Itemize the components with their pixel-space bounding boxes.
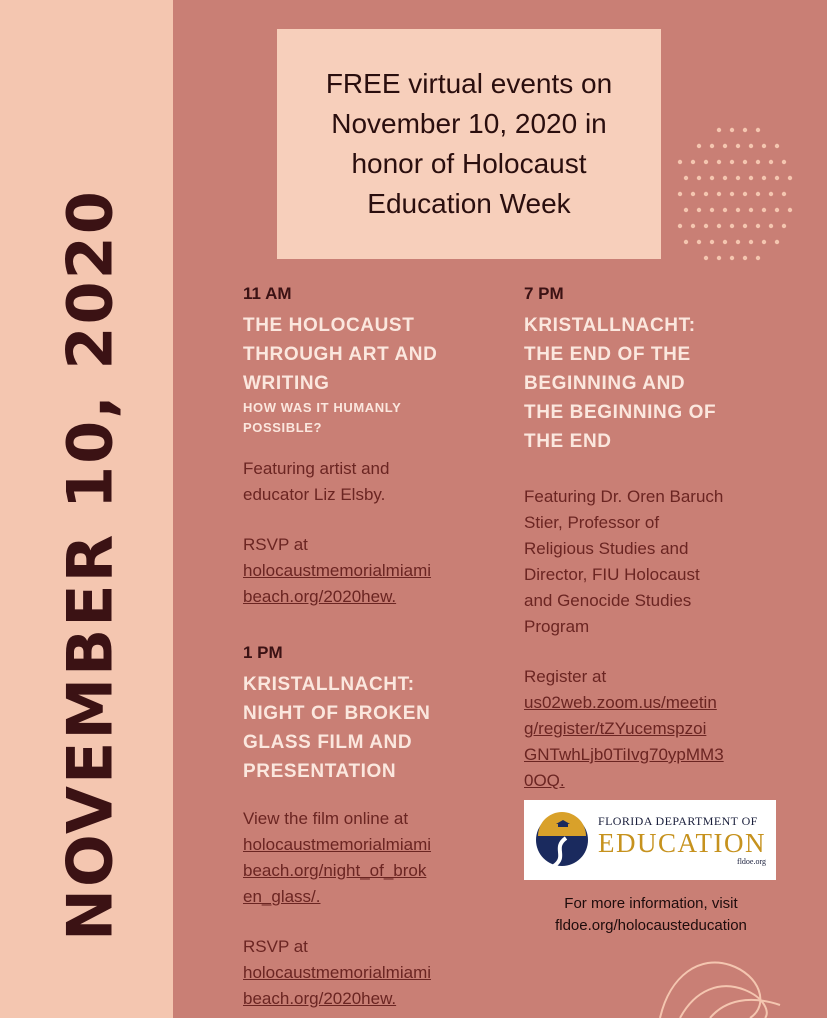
dot	[697, 240, 701, 244]
dot	[697, 176, 701, 180]
dot	[717, 256, 721, 260]
dot	[775, 144, 779, 148]
register-link[interactable]: 0OQ.	[524, 771, 565, 790]
event-title: KRISTALLNACHT: THE END OF THE BEGINNING AND THE BEGINNING OF THE END	[524, 315, 717, 452]
register-link[interactable]: g/register/tZYucemspzoi	[524, 719, 707, 738]
dot	[749, 176, 753, 180]
dots-decoration	[660, 120, 800, 280]
register-link[interactable]: us02web.zoom.us/meetin	[524, 693, 717, 712]
dot	[782, 160, 786, 164]
dot	[730, 224, 734, 228]
fldoe-logo	[524, 800, 776, 880]
dot	[717, 192, 721, 196]
dot	[704, 256, 708, 260]
dot	[736, 176, 740, 180]
event-time: 11 AM	[243, 284, 292, 303]
dot	[749, 144, 753, 148]
film-link[interactable]: beach.org/night_of_brok	[243, 861, 427, 880]
dot	[717, 160, 721, 164]
event-featuring: Featuring artist and educator Liz Elsby.	[243, 459, 390, 504]
dot	[717, 224, 721, 228]
event-time: 7 PM	[524, 284, 564, 303]
dot	[704, 160, 708, 164]
dot	[723, 240, 727, 244]
swirl-decoration	[650, 935, 820, 1018]
event-1pm	[243, 642, 513, 1012]
dot	[762, 240, 766, 244]
dot	[762, 176, 766, 180]
dot	[762, 144, 766, 148]
dot	[736, 208, 740, 212]
dot	[749, 240, 753, 244]
dot	[775, 240, 779, 244]
dot	[730, 128, 734, 132]
dot	[704, 192, 708, 196]
rsvp-link[interactable]: holocaustmemorialmiami	[243, 561, 432, 580]
dot	[691, 160, 695, 164]
film-link[interactable]: holocaustmemorialmiami	[243, 835, 432, 854]
register-link[interactable]: GNTwhLjb0TiIvg70ypMM3	[524, 745, 724, 764]
dot	[756, 256, 760, 260]
dot	[756, 128, 760, 132]
dot	[743, 256, 747, 260]
header-box	[277, 29, 661, 259]
dot	[684, 176, 688, 180]
event-register: Register at us02web.zoom.us/meetin g/register/tZYucemspzoi GNTwhLjb0TiIvg70ypMM3 0OQ.	[524, 664, 794, 794]
dot	[743, 128, 747, 132]
rsvp-link[interactable]: beach.org/2020hew.	[243, 989, 397, 1008]
dot	[710, 144, 714, 148]
event-7pm	[524, 283, 794, 794]
event-rsvp: RSVP at holocaustmemorialmiami beach.org/2020hew.	[243, 934, 513, 1012]
dot	[743, 192, 747, 196]
dot	[691, 192, 695, 196]
dot	[769, 224, 773, 228]
event-11am	[243, 283, 513, 610]
dot	[762, 208, 766, 212]
dot	[788, 208, 792, 212]
event-rsvp: RSVP at holocaustmemorialmiami beach.org/2020hew.	[243, 532, 513, 610]
dot	[782, 224, 786, 228]
event-title: THE HOLOCAUST THROUGH ART AND WRITING	[243, 315, 438, 394]
dot	[723, 208, 727, 212]
dot	[678, 160, 682, 164]
dot	[723, 176, 727, 180]
more-info: For more information, visit fldoe.org/holocausteducation	[520, 893, 782, 937]
dot	[743, 160, 747, 164]
dot	[769, 160, 773, 164]
dot	[782, 192, 786, 196]
dot	[723, 144, 727, 148]
dot	[691, 224, 695, 228]
dot	[710, 240, 714, 244]
dot	[684, 208, 688, 212]
vertical-date: NOVEMBER 10, 2020	[53, 189, 127, 941]
rsvp-link[interactable]: holocaustmemorialmiami	[243, 963, 432, 982]
dot	[717, 128, 721, 132]
event-view-film: View the film online at holocaustmemorialmiami beach.org/night_of_brok en_glass/.	[243, 806, 513, 910]
dot	[749, 208, 753, 212]
dot	[756, 192, 760, 196]
dot	[684, 240, 688, 244]
film-link[interactable]: en_glass/.	[243, 887, 321, 906]
more-info-link[interactable]: fldoe.org/holocausteducation	[555, 917, 747, 934]
dot	[775, 208, 779, 212]
dot	[756, 224, 760, 228]
dot	[704, 224, 708, 228]
dot	[678, 224, 682, 228]
dot	[730, 256, 734, 260]
dot	[710, 208, 714, 212]
dot	[736, 144, 740, 148]
header-text: FREE virtual events on November 10, 2020 in honor of Holocaust Education Week	[325, 68, 613, 219]
event-featuring: Featuring Dr. Oren Baruch Stier, Professor of Religious Studies and Director, FIU Holocaust and Genocide Studies Program	[524, 487, 724, 636]
dot	[730, 192, 734, 196]
dot	[788, 176, 792, 180]
dot	[730, 160, 734, 164]
dot	[775, 176, 779, 180]
event-title: KRISTALLNACHT: NIGHT OF BROKEN GLASS FILM AND PRESENTATION	[243, 674, 431, 782]
event-time: 1 PM	[243, 643, 283, 662]
dot	[736, 240, 740, 244]
dot	[769, 192, 773, 196]
florida-road-icon	[534, 812, 590, 868]
dot	[697, 144, 701, 148]
dot	[743, 224, 747, 228]
dot	[697, 208, 701, 212]
logo-text: FLORIDA DEPARTMENT OF EDUCATION fldoe.org	[598, 814, 766, 866]
dot	[678, 192, 682, 196]
dot	[710, 176, 714, 180]
event-subtitle: HOW WAS IT HUMANLY POSSIBLE?	[243, 400, 402, 435]
rsvp-link[interactable]: beach.org/2020hew.	[243, 587, 397, 606]
dot	[756, 160, 760, 164]
